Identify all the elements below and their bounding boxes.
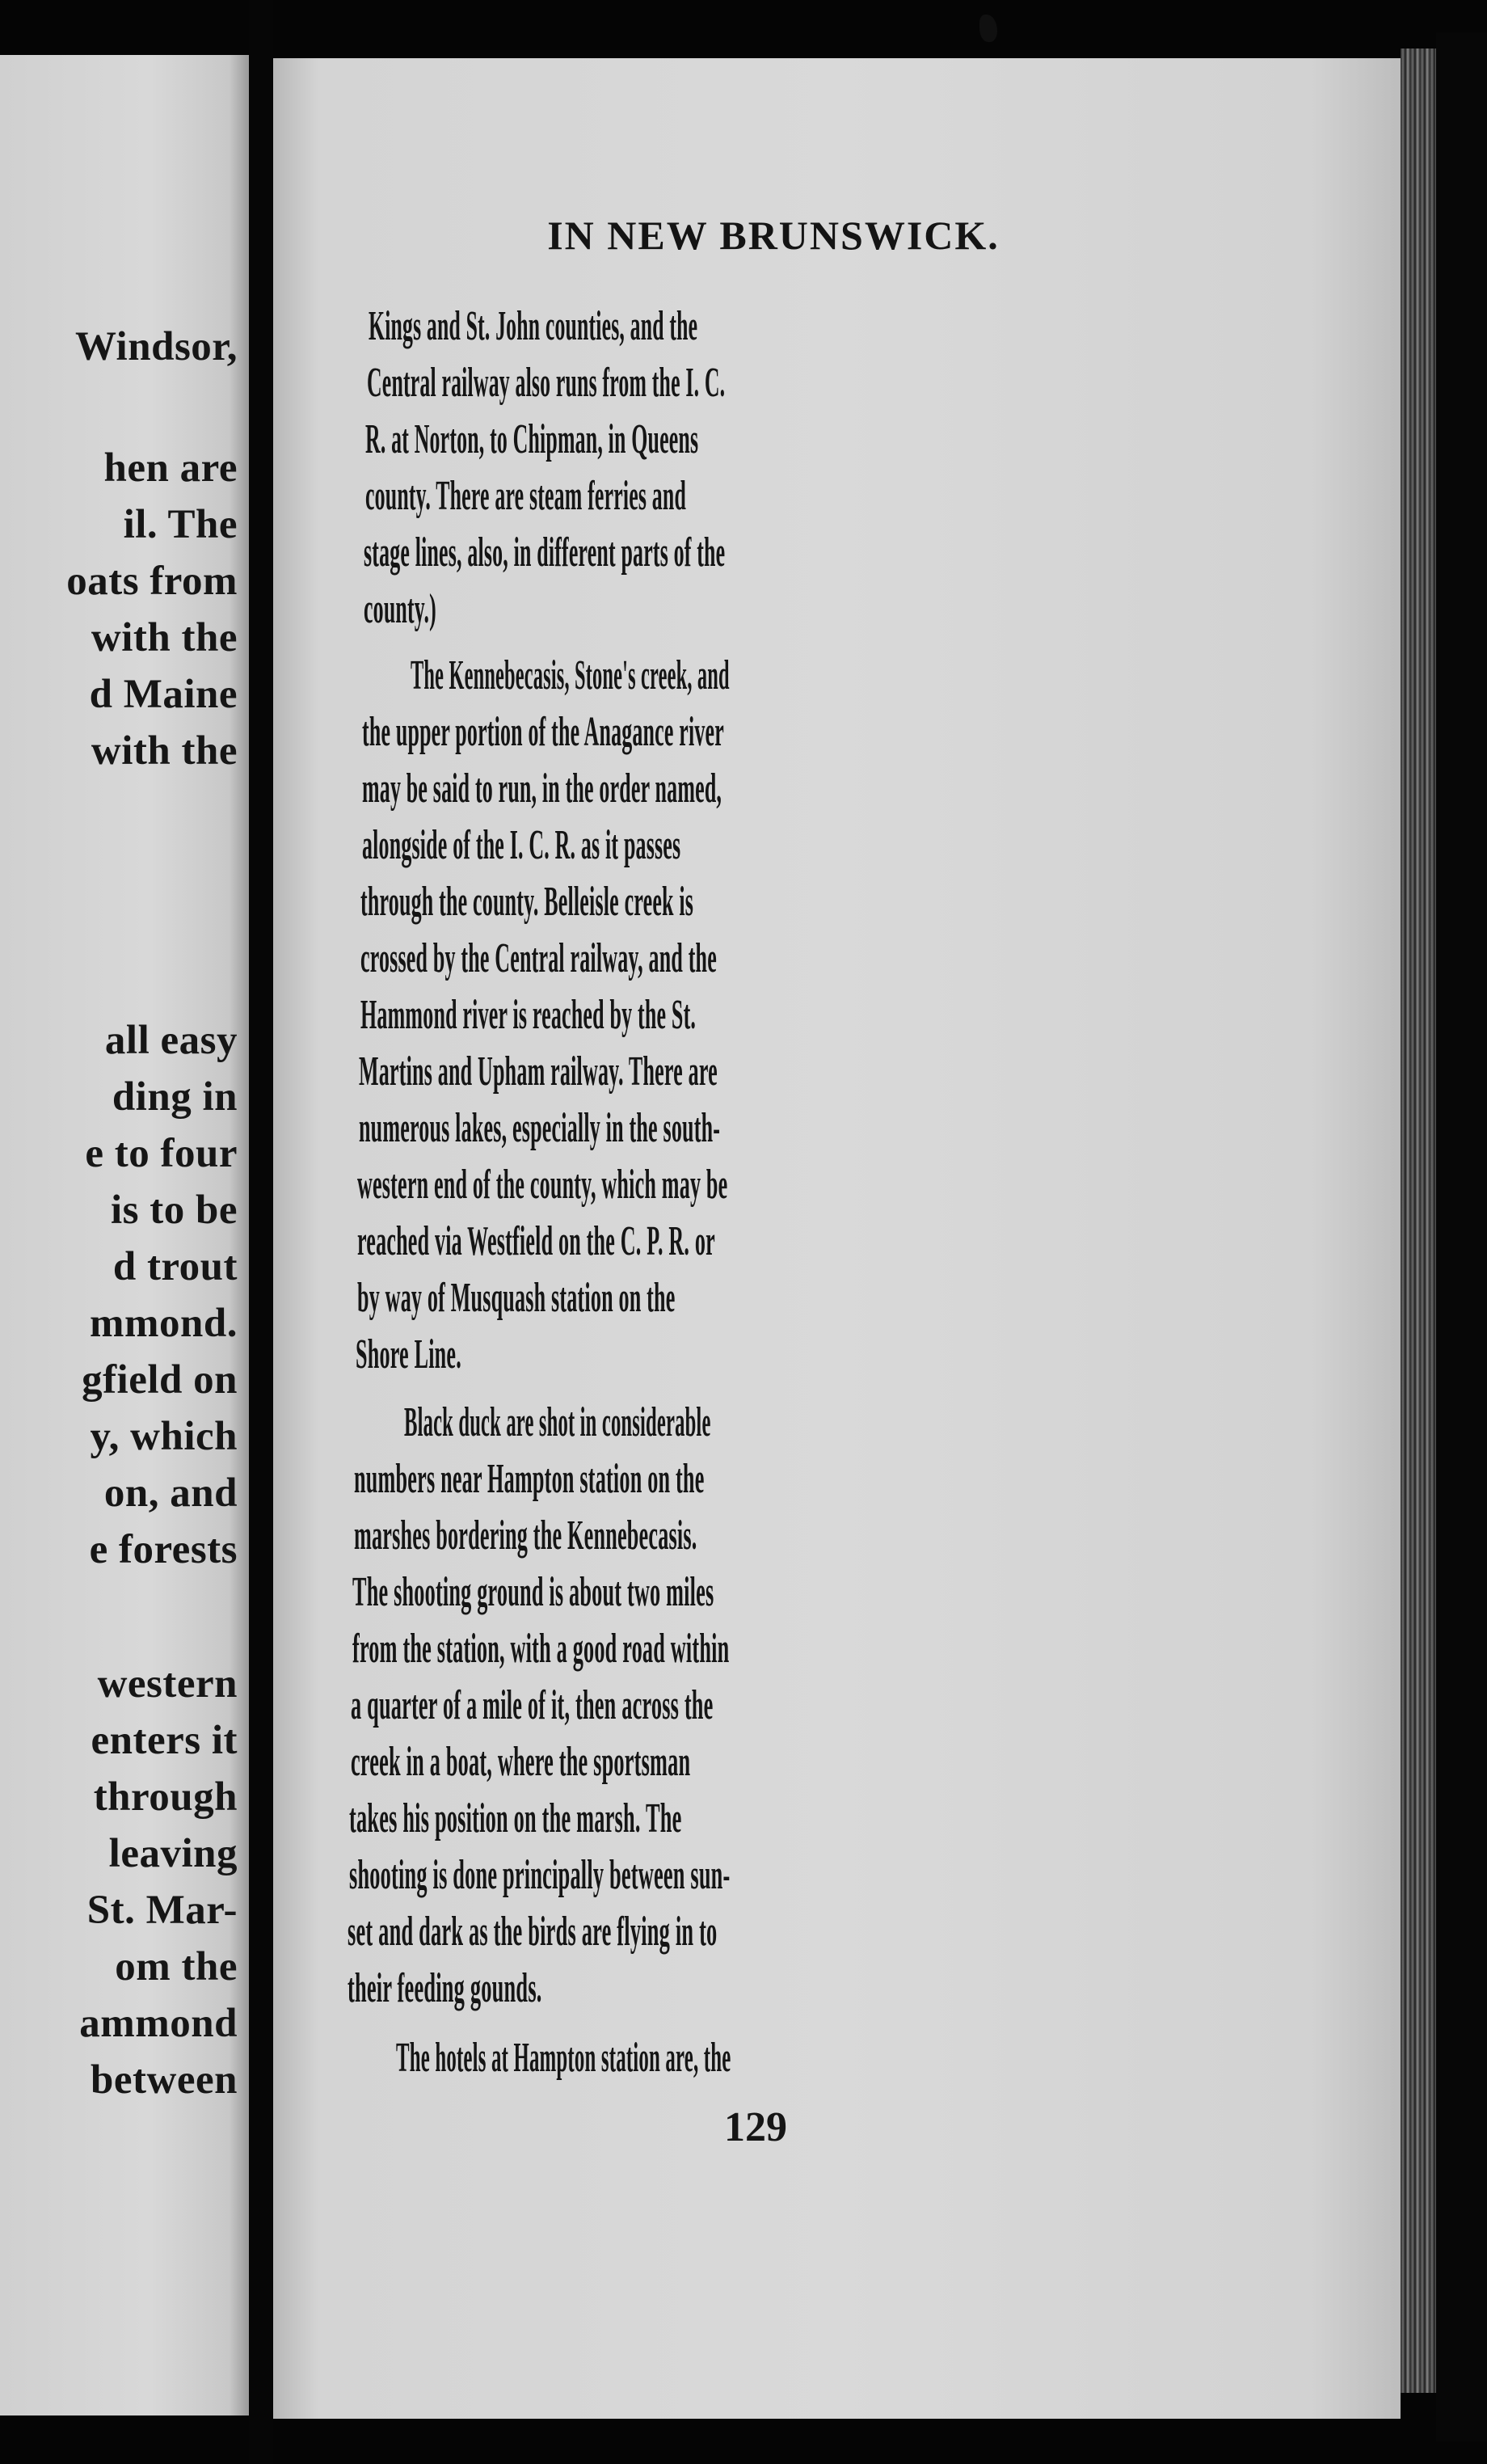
text-line: from the station, with a good road within — [352, 1626, 730, 1672]
left-page-line: hen are — [103, 445, 238, 491]
text-line: county.) — [364, 586, 436, 632]
left-page-line: ammond — [79, 2001, 238, 2046]
text-line: shooting is done principally between sun- — [349, 1852, 731, 1898]
left-page-line: enters it — [91, 1718, 238, 1763]
text-line: The shooting ground is about two miles — [352, 1569, 714, 1615]
left-page-fragment — [0, 55, 249, 2415]
left-page-line: between — [91, 2057, 238, 2103]
text-line: Hammond river is reached by the St. — [360, 992, 697, 1038]
left-page-line: St. Mar- — [86, 1888, 238, 1933]
left-page-line: mmond. — [90, 1301, 238, 1346]
book-gutter — [249, 0, 273, 2464]
left-page-line: il. The — [123, 502, 238, 547]
left-page-line: e to four — [85, 1131, 238, 1176]
text-line: Black duck are shot in considerable — [404, 1399, 711, 1445]
text-line: through the county. Belleisle creek is — [360, 879, 694, 925]
text-line: Kings and St. John counties, and the — [369, 303, 698, 349]
left-page-line: western — [97, 1661, 238, 1707]
left-page-line: with the — [91, 615, 238, 660]
text-line: stage lines, also, in different parts of the — [364, 530, 726, 576]
text-line: numbers near Hampton station on the — [354, 1456, 705, 1502]
left-page-line: with the — [91, 728, 238, 774]
left-page-line: all easy — [104, 1018, 238, 1063]
page-edge-stack — [1401, 49, 1436, 2393]
text-line: their feeding gounds. — [348, 1965, 542, 2011]
text-line: Martins and Upham railway. There are — [359, 1048, 718, 1095]
left-page-line: e forests — [89, 1527, 238, 1572]
text-line: Shore Line. — [356, 1331, 461, 1378]
text-line: county. There are steam ferries and — [365, 473, 687, 519]
text-line: numerous lakes, especially in the south- — [359, 1105, 721, 1151]
text-line: western end of the county, which may be — [357, 1162, 728, 1208]
text-line: The hotels at Hampton station are, the — [396, 2035, 731, 2081]
text-line: crossed by the Central railway, and the — [360, 935, 717, 981]
text-line: set and dark as the birds are flying in to — [348, 1909, 718, 1955]
text-line: a quarter of a mile of it, then across the — [351, 1682, 714, 1728]
left-page-line: Windsor, — [74, 324, 238, 369]
text-line: alongside of the I. C. R. as it passes — [362, 822, 681, 868]
left-page-line: leaving — [108, 1831, 238, 1876]
text-line: takes his position on the marsh. The — [349, 1795, 682, 1842]
text-line: Central railway also runs from the I. C. — [367, 360, 726, 406]
ink-mark — [979, 15, 997, 42]
text-line: creek in a boat, where the sportsman — [351, 1739, 691, 1785]
text-line: R. at Norton, to Chipman, in Queens — [365, 416, 699, 462]
left-page-line: through — [93, 1774, 238, 1820]
left-page-line: on, and — [103, 1470, 238, 1516]
text-line: The Kennebecasis, Stone's creek, and — [411, 652, 730, 698]
text-line: marshes bordering the Kennebecasis. — [354, 1513, 697, 1559]
text-line: by way of Musquash station on the — [357, 1275, 676, 1321]
text-line: may be said to run, in the order named, — [362, 766, 722, 812]
left-page-line: oats from — [66, 559, 238, 604]
left-page-line: y, which — [90, 1414, 238, 1459]
left-page-line: d trout — [112, 1244, 238, 1289]
page-number: 129 — [724, 2104, 787, 2150]
left-page-line: gfield on — [82, 1357, 238, 1403]
left-page-line: ding in — [112, 1074, 238, 1120]
text-line: the upper portion of the Anagance river — [362, 709, 724, 755]
text-line: reached via Westfield on the C. P. R. or — [357, 1218, 715, 1264]
left-page-line: d Maine — [89, 672, 238, 717]
left-page-line: om the — [115, 1944, 238, 1989]
left-page-line: is to be — [111, 1188, 238, 1233]
scan-border — [1436, 32, 1487, 2441]
running-head: IN NEW BRUNSWICK. — [547, 213, 1000, 258]
